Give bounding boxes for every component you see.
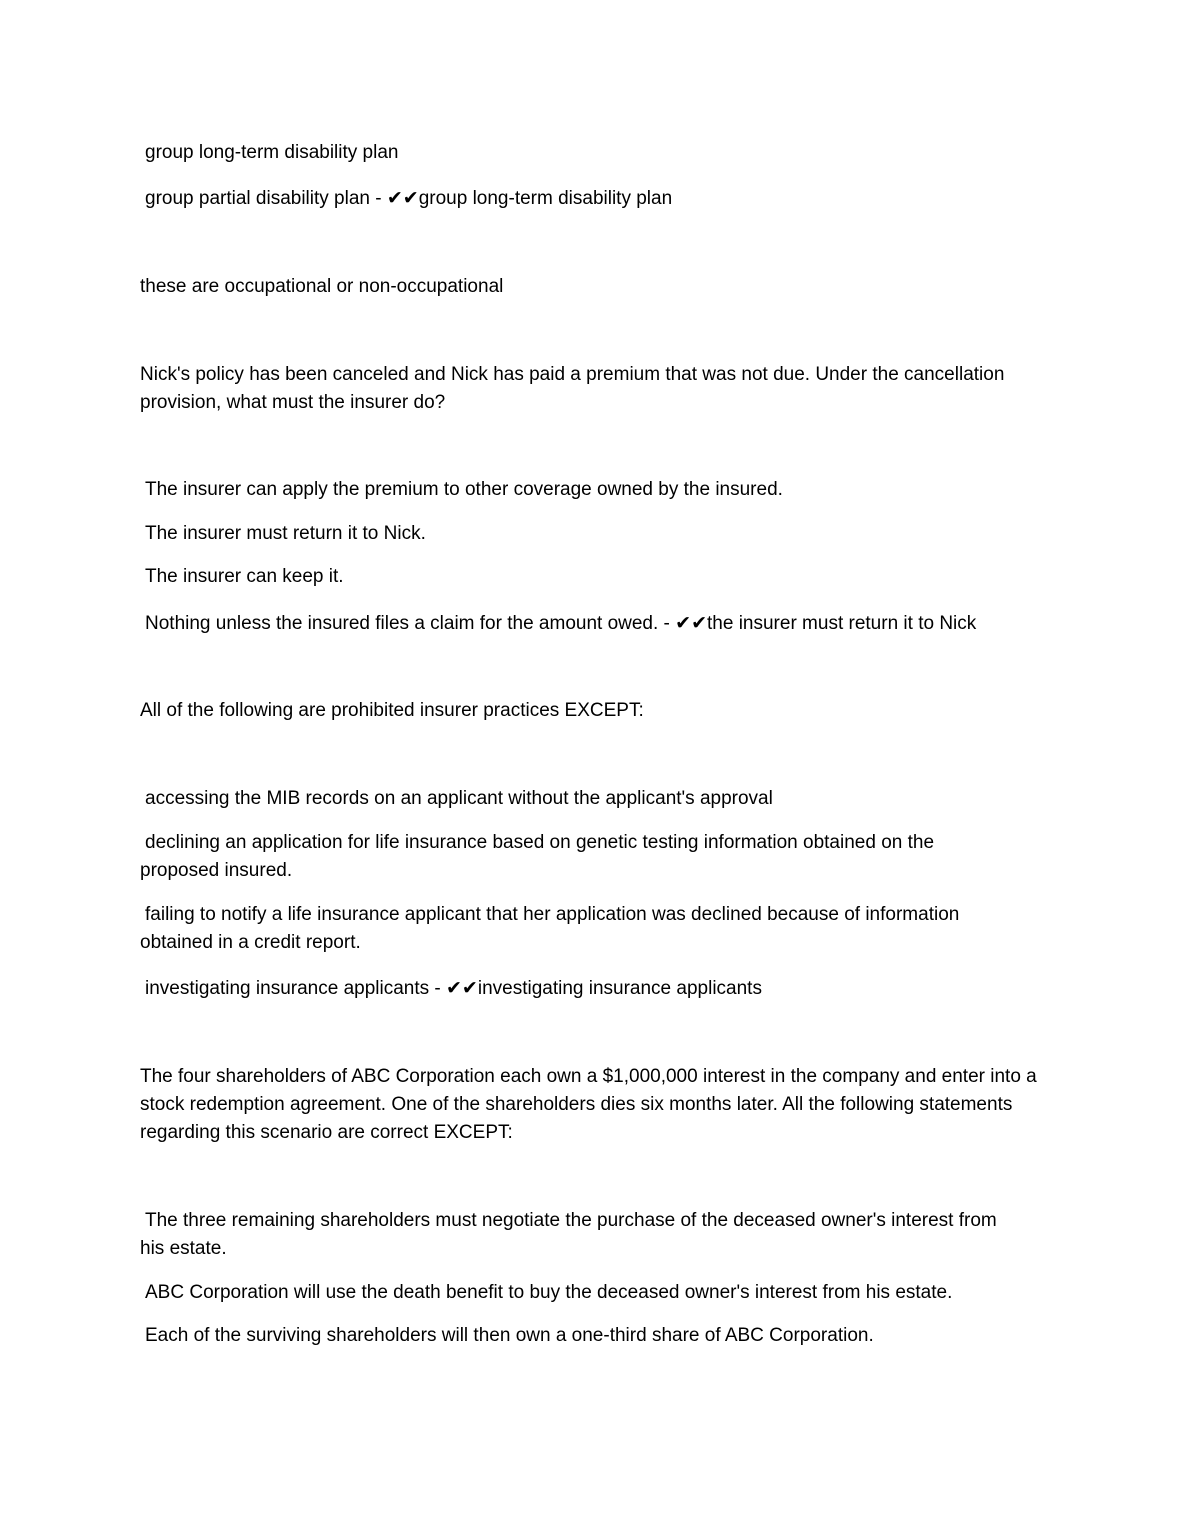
answer-option-line: The three remaining shareholders must negotiate the purchase of the deceased owner's interest from (145, 1210, 997, 1231)
answer-option: The insurer can keep it. (145, 566, 344, 587)
answer-option-line: declining an application for life insurance based on genetic testing information obtained on the (145, 832, 935, 853)
answer-option: Each of the surviving shareholders will then own a one-third share of ABC Corporation. (145, 1325, 874, 1346)
answer-option: ABC Corporation will use the death benefit to buy the deceased owner's interest from his estate. (145, 1282, 953, 1303)
answer-option: accessing the MIB records on an applicant without the applicant's approval (145, 788, 773, 809)
answer-option-continuation: obtained in a credit report. (140, 932, 361, 953)
answer-option: The insurer must return it to Nick. (145, 523, 426, 544)
answer-option-with-key: group partial disability plan - ✔✔group long-term disability plan (145, 188, 673, 209)
answer-option-continuation: proposed insured. (140, 860, 293, 881)
answer-option (140, 829, 1040, 885)
answer-option (140, 901, 1040, 957)
answer-option: The insurer can apply the premium to other coverage owned by the insured. (145, 479, 783, 500)
answer-option-with-key: Nothing unless the insured files a claim for the amount owed. - ✔✔the insurer must return it to Nick (145, 613, 977, 634)
question-text: All of the following are prohibited insurer practices EXCEPT: (140, 700, 644, 721)
answer-option-with-key: investigating insurance applicants - ✔✔investigating insurance applicants (145, 978, 762, 999)
answer-option (140, 1207, 1040, 1263)
question-text: Nick's policy has been canceled and Nick has paid a premium that was not due. Under the cancellation provision, what must the insurer do? (140, 364, 1005, 413)
answer-option-line: failing to notify a life insurance applicant that her application was declined because of information (145, 904, 960, 925)
question-text: The four shareholders of ABC Corporation each own a $1,000,000 interest in the company and enter into a stock redemption agreement. One of the shareholders dies six months later. All the following statements regarding this scenario are correct EXCEPT: (140, 1066, 1037, 1143)
answer-option-continuation: his estate. (140, 1238, 227, 1259)
explanation-text: these are occupational or non-occupational (140, 276, 504, 297)
answer-option: group long-term disability plan (145, 142, 399, 163)
